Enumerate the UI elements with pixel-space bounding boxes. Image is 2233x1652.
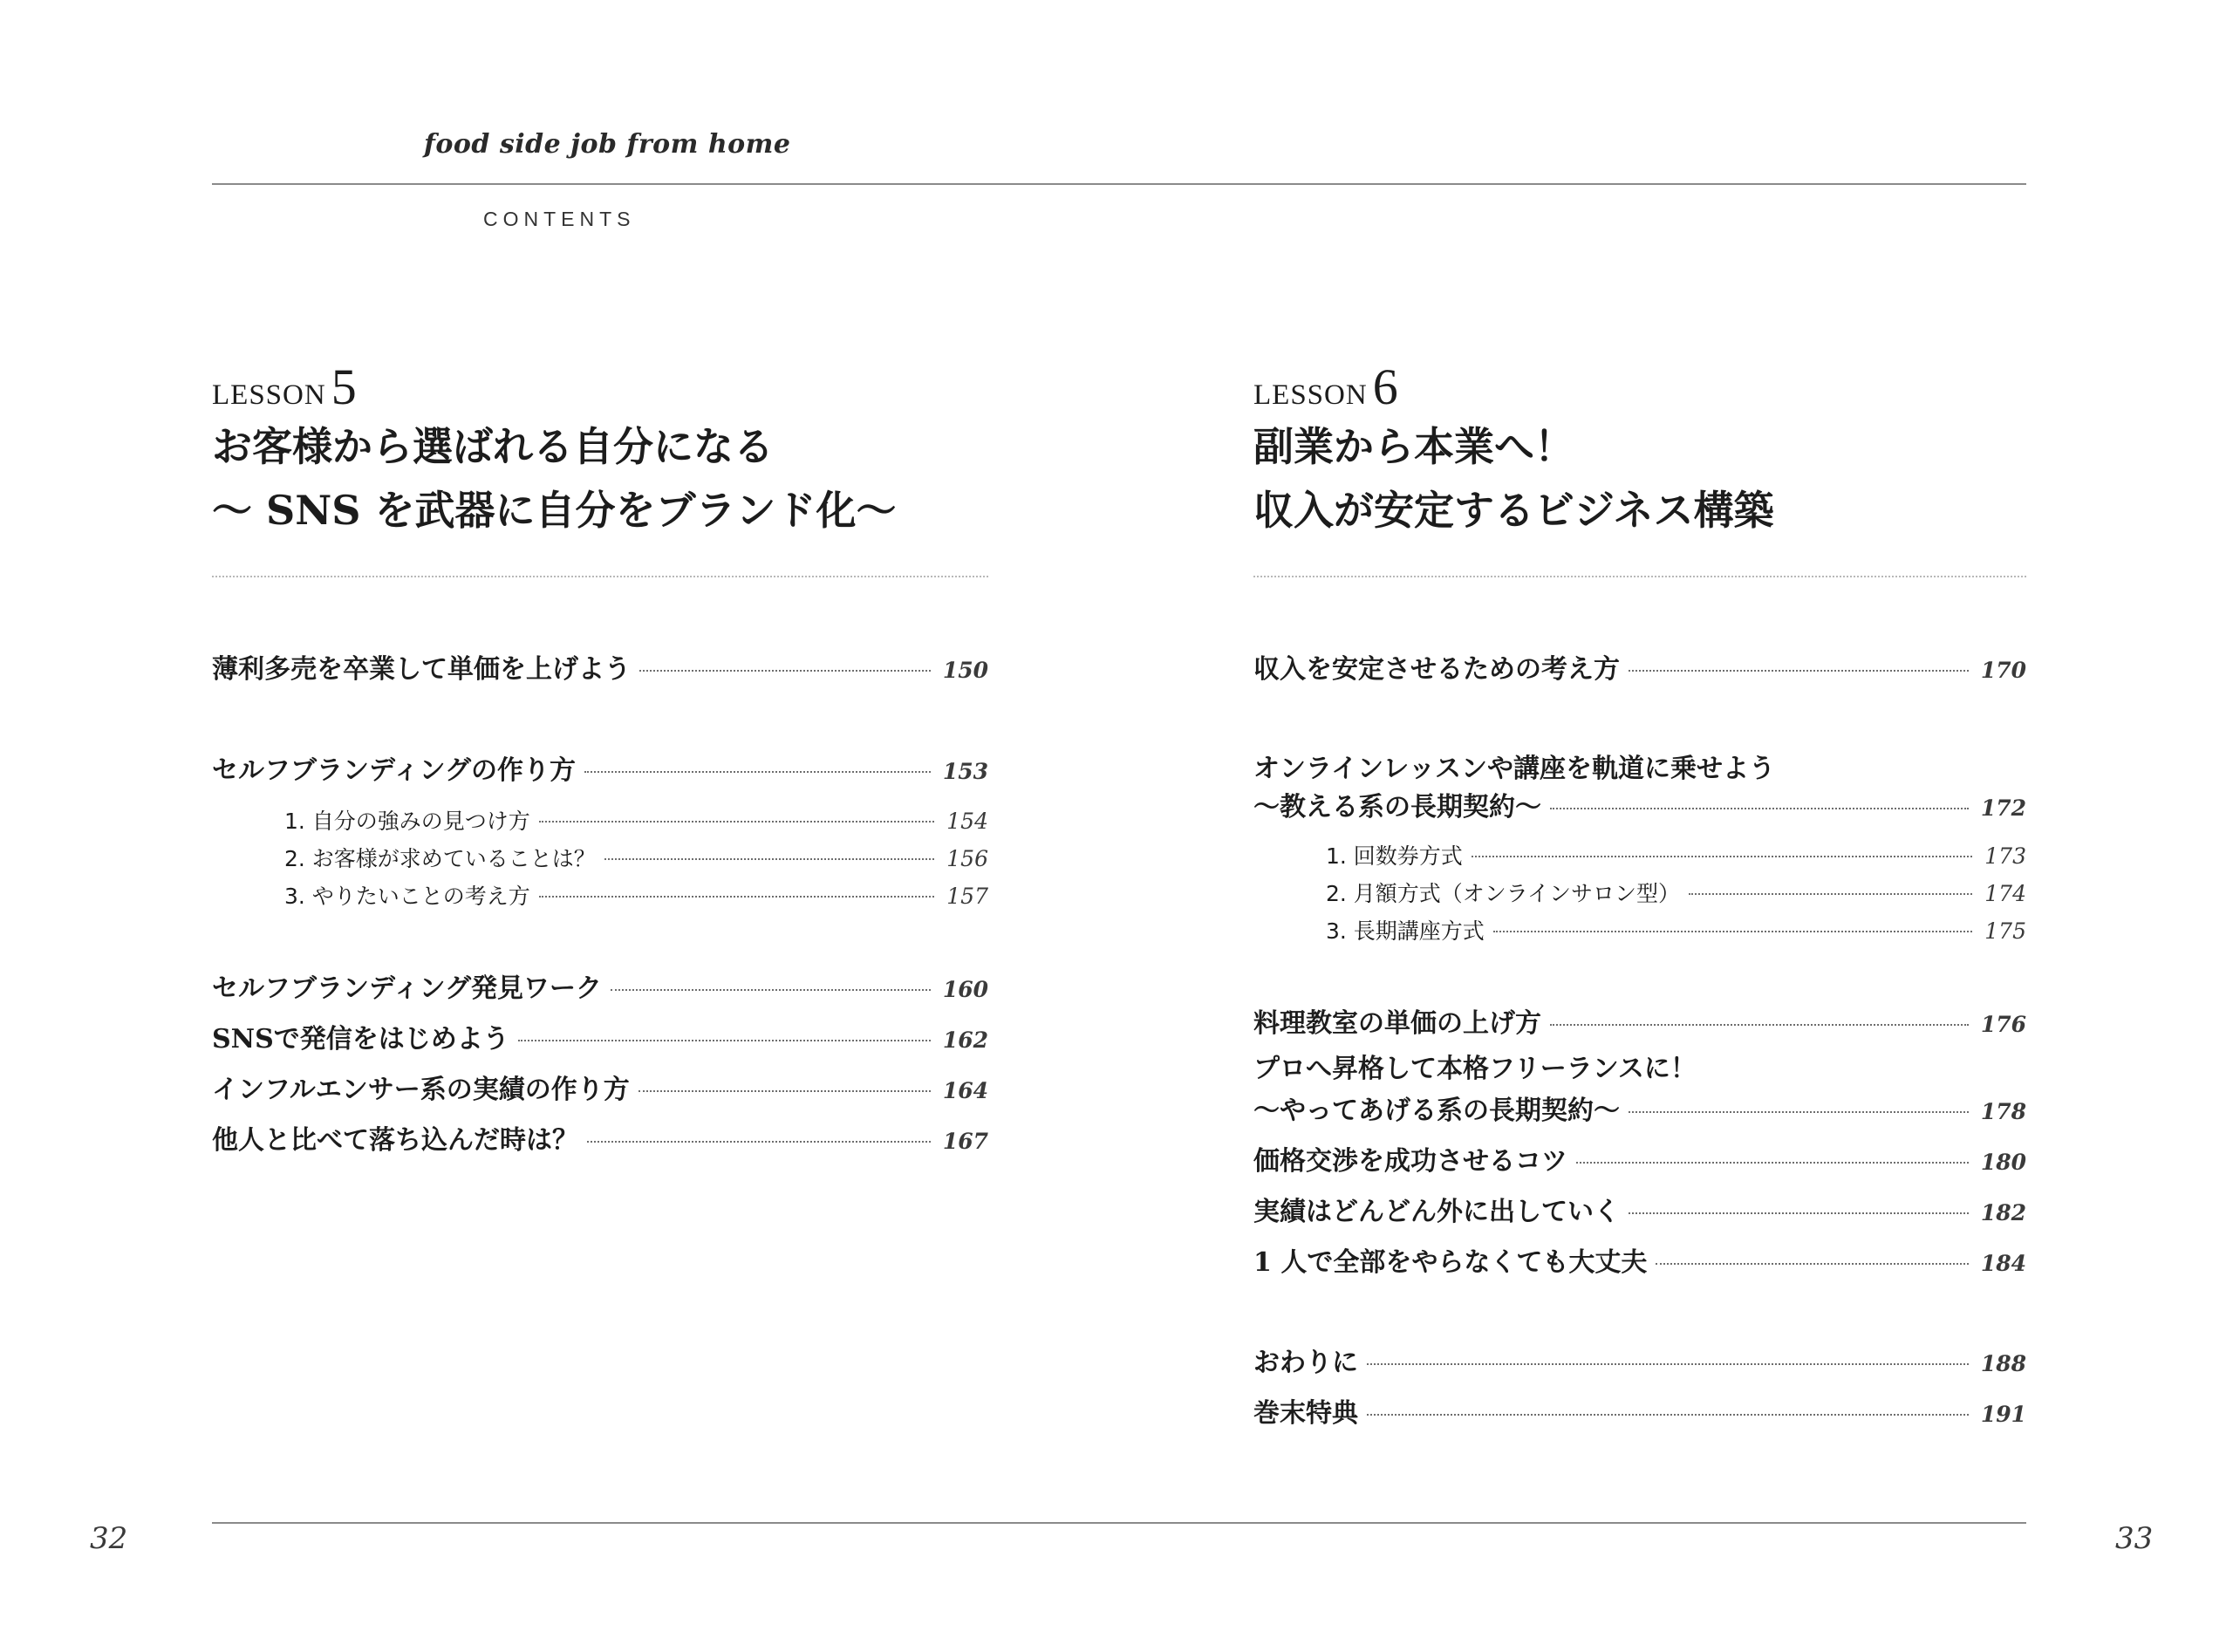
toc-entry-label: おわりに bbox=[1253, 1348, 1358, 1378]
toc-entry-label: セルフブランディングの作り方 bbox=[212, 755, 576, 786]
toc-subentry[interactable] bbox=[284, 804, 988, 836]
toc-entry[interactable] bbox=[212, 748, 988, 787]
toc-page-number: 164 bbox=[942, 1078, 988, 1103]
dot-leader bbox=[584, 771, 931, 773]
dot-leader bbox=[518, 1040, 931, 1041]
toc-entry[interactable] bbox=[1253, 1139, 2026, 1178]
toc-entry[interactable] bbox=[212, 647, 988, 686]
lesson-5-tag bbox=[212, 358, 358, 416]
toc-entry[interactable] bbox=[212, 1068, 988, 1106]
dot-leader bbox=[539, 821, 934, 823]
toc-subentry[interactable] bbox=[1326, 914, 2026, 945]
lesson-6-tag bbox=[1253, 358, 1399, 416]
toc-entry-label: 料理教室の単価の上げ方 bbox=[1253, 1008, 1541, 1039]
toc-entry-label: 3. 長期講座方式 bbox=[1326, 918, 1485, 944]
dot-leader bbox=[1493, 931, 1972, 932]
toc-entry[interactable] bbox=[1253, 1089, 2026, 1127]
dot-leader bbox=[638, 1090, 931, 1092]
toc-entry-label: 2. 月額方式（オンラインサロン型） bbox=[1326, 881, 1681, 906]
toc-entry-label: インフルエンサー系の実績の作り方 bbox=[212, 1075, 630, 1105]
toc-entry-label: 価格交渉を成功させるコツ bbox=[1253, 1146, 1567, 1177]
toc-page-number: 191 bbox=[1980, 1402, 2026, 1427]
toc-entry-label: セルフブランディング発見ワーク bbox=[212, 973, 602, 1004]
toc-entry-label: 実績はどんどん外に出していく bbox=[1253, 1197, 1620, 1227]
dot-leader bbox=[1550, 1024, 1969, 1026]
lesson-5-separator bbox=[212, 576, 988, 577]
dot-leader bbox=[1367, 1414, 1969, 1416]
toc-entry-label[interactable]: オンラインレッスンや講座を軌道に乗せよう bbox=[1253, 754, 1776, 784]
running-header-brand: food side job from home bbox=[424, 129, 791, 160]
dot-leader bbox=[639, 670, 931, 672]
toc-entry[interactable] bbox=[1253, 1341, 2026, 1379]
toc-page-number: 188 bbox=[1980, 1351, 2026, 1376]
lesson-6-number: 6 bbox=[1372, 358, 1399, 415]
lesson-5-title bbox=[212, 415, 897, 543]
toc-entry[interactable] bbox=[1253, 647, 2026, 686]
dot-leader bbox=[1550, 808, 1969, 809]
lesson-6-tag-text: LESSON bbox=[1253, 379, 1368, 411]
dot-leader bbox=[587, 1141, 931, 1143]
dot-leader bbox=[604, 858, 934, 860]
toc-page-number: 170 bbox=[1980, 658, 2026, 683]
toc-entry[interactable] bbox=[1253, 785, 2026, 823]
dot-leader bbox=[1472, 856, 1972, 857]
lesson-6-title-line1: 副業から本業へ！ bbox=[1253, 423, 1574, 470]
lesson-5-number: 5 bbox=[331, 358, 358, 415]
toc-subentry[interactable] bbox=[1326, 839, 2026, 870]
page-number-left: 32 bbox=[90, 1521, 128, 1556]
toc-subentry[interactable] bbox=[284, 842, 988, 873]
toc-subentry[interactable] bbox=[284, 879, 988, 911]
toc-entry[interactable] bbox=[212, 1118, 988, 1157]
toc-entry-label: 他人と比べて落ち込んだ時は？ bbox=[212, 1125, 578, 1156]
toc-entry-label[interactable]: プロへ昇格して本格フリーランスに！ bbox=[1253, 1054, 1697, 1084]
toc-entry[interactable] bbox=[1253, 1391, 2026, 1430]
dot-leader bbox=[1629, 1212, 1969, 1214]
dot-leader bbox=[1629, 1111, 1969, 1113]
header-rule bbox=[212, 183, 2026, 185]
dot-leader bbox=[1656, 1263, 1968, 1265]
toc-entry[interactable] bbox=[1253, 1240, 2026, 1279]
toc-page-number: 182 bbox=[1980, 1200, 2026, 1225]
lesson-5-title-line2: 〜 SNS を武器に自分をブランド化〜 bbox=[212, 487, 897, 534]
toc-page-number: 153 bbox=[942, 759, 988, 784]
dot-leader bbox=[539, 896, 934, 898]
toc-entry[interactable] bbox=[212, 966, 988, 1005]
lesson-6-title-line2: 収入が安定するビジネス構築 bbox=[1253, 487, 1774, 534]
toc-page-number: 167 bbox=[942, 1129, 988, 1154]
toc-entry-label: 巻末特典 bbox=[1253, 1398, 1358, 1429]
dot-leader bbox=[1576, 1162, 1969, 1164]
toc-page-number: 173 bbox=[1984, 843, 2026, 869]
toc-page-number: 157 bbox=[946, 884, 988, 909]
dot-leader bbox=[1629, 670, 1969, 672]
page-number-right: 33 bbox=[2115, 1521, 2154, 1556]
footer-rule bbox=[212, 1522, 2026, 1524]
contents-label: CONTENTS bbox=[483, 208, 636, 230]
toc-entry[interactable] bbox=[1253, 1190, 2026, 1228]
toc-entry-label: 1 人で全部をやらなくても大丈夫 bbox=[1253, 1247, 1648, 1278]
toc-page-number: 156 bbox=[946, 846, 988, 871]
toc-page-number: 184 bbox=[1980, 1251, 2026, 1276]
lesson-6-separator bbox=[1253, 576, 2026, 577]
toc-entry-label: 1. 自分の強みの見つけ方 bbox=[284, 809, 530, 834]
dot-leader bbox=[1367, 1363, 1969, 1365]
toc-entry-label: 3. やりたいことの考え方 bbox=[284, 884, 530, 909]
toc-entry-label: 〜教える系の長期契約〜 bbox=[1253, 792, 1541, 823]
toc-page-number: 160 bbox=[942, 977, 988, 1002]
dot-leader bbox=[1689, 893, 1972, 895]
toc-entry-label: 薄利多売を卒業して単価を上げよう bbox=[212, 654, 631, 685]
toc-page-number: 172 bbox=[1980, 795, 2026, 821]
lesson-5-title-line1: お客様から選ばれる自分になる bbox=[212, 423, 774, 470]
toc-page-number: 175 bbox=[1984, 918, 2026, 944]
toc-page-number: 178 bbox=[1980, 1099, 2026, 1124]
toc-page-number: 162 bbox=[942, 1027, 988, 1053]
toc-page-number: 176 bbox=[1980, 1012, 2026, 1037]
toc-entry[interactable] bbox=[212, 1017, 988, 1055]
toc-entry-label: 1. 回数券方式 bbox=[1326, 843, 1463, 869]
lesson-6-title bbox=[1253, 415, 1774, 543]
toc-subentry[interactable] bbox=[1326, 877, 2026, 908]
toc-page-number: 174 bbox=[1984, 881, 2026, 906]
toc-entry[interactable] bbox=[1253, 1001, 2026, 1040]
toc-entry-label: 2. お客様が求めていることは？ bbox=[284, 846, 596, 871]
toc-page-number: 180 bbox=[1980, 1150, 2026, 1175]
toc-entry-label: 収入を安定させるための考え方 bbox=[1253, 654, 1620, 685]
toc-entry-label: 〜やってあげる系の長期契約〜 bbox=[1253, 1096, 1620, 1126]
lesson-5-tag-text: LESSON bbox=[212, 379, 326, 411]
dot-leader bbox=[611, 989, 931, 991]
toc-page-number: 154 bbox=[946, 809, 988, 834]
toc-entry-label: SNSで発信をはじめよう bbox=[212, 1024, 509, 1055]
toc-page-number: 150 bbox=[942, 658, 988, 683]
